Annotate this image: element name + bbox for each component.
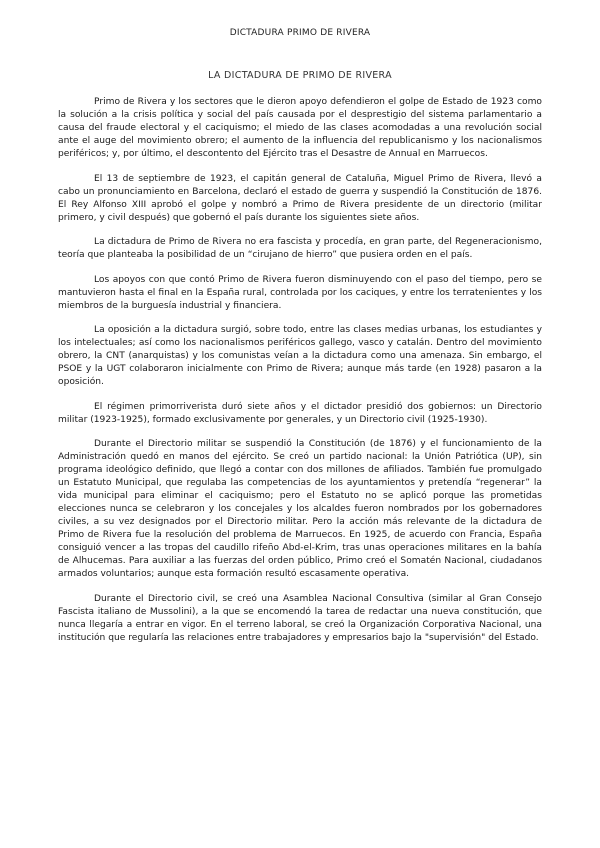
document-body (58, 96, 542, 656)
paragraph-oposicion: La oposición a la dictadura surgió, sobre todo, entre las clases medias urbanas, los estudiantes y los intelectuales; así como los nacionalismos periféricos gallego, vasco y catalán. Dentro del movimiento obrero, la CNT (anarquistas) y los comunistas veían a la dictadura como una amenaza. Sin embargo, el PSOE y la UGT colaboraron inicialmente con Primo de Rivera; aunque más tarde (en 1928) pasaron a la oposición. (58, 325, 542, 387)
paragraph-regeneracionismo: La dictadura de Primo de Rivera no era fascista y procedía, en gran parte, del Regeneracionismo, teoría que planteaba la posibilidad de un “cirujano de hierro” que pusiera orden en el país. (58, 237, 542, 260)
running-header: DICTADURA PRIMO DE RIVERA (229, 28, 371, 38)
paragraph-regimen: El régimen primorriverista duró siete años y el dictador presidió dos gobiernos: un Directorio militar (1923-1925), formado exclusivamente por generales, y un Directorio civil (1925-1930). (58, 401, 542, 425)
paragraph-apoyos: Los apoyos con que contó Primo de Rivera fueron disminuyendo con el paso del tiempo, pero se mantuvieron hasta el final en la España rural, controlada por los caciques, y entre los terratenientes y los miembros de la burguesía industrial y financiera. (58, 274, 542, 311)
paragraph-pronunciamiento: El 13 de septiembre de 1923, el capitán general de Cataluña, Miguel Primo de Rivera, llevó a cabo un pronunciamiento en Barcelona, declaró el estado de guerra y suspendió la Constitución de 1876. El Rey Alfonso XIII aprobó el golpe y nombró a Primo de Rivera presidente de un directorio (militar primero, y civil después) que gobernó el país durante los siguientes siete años. (58, 173, 542, 223)
paragraph-directorio-militar: Durante el Directorio militar se suspendió la Constitución (de 1876) y el funcionamiento de la Administración quedó en manos del ejército. Se creó un partido nacional: la Unión Patriótica (UP), sin programa ideológico definido, que llegó a contar con dos millones de afiliados. También fue promulgado un Estatuto Municipal, que regulaba las competencias de los ayuntamientos y pretendía “regenerar” la vida municipal para eliminar el caciquismo; pero el Estatuto no se aplicó porque las prometidas elecciones nunca se celebraron y los concejales y los alcaldes fueron nombrados por los gobernadores civiles, a su vez designados por el Directorio militar. Pero la acción más relevante de la dictadura de Primo de Rivera fue la resolución del problema de Marruecos. En 1925, de acuerdo con Francia, España consiguió vencer a las tropas del caudillo rifeño Abd-el-Krim, tras unas operaciones militares en la bahía de Alhucemas. Para auxiliar a las fuerzas del orden público, Primo creó el Somatén Nacional, ciudadanos armados voluntarios; aunque esta formación resultó escasamente operativa. (58, 439, 542, 579)
document-title: LA DICTADURA DE PRIMO DE RIVERA (208, 70, 392, 81)
paragraph-directorio-civil: Durante el Directorio civil, se creó una Asamblea Nacional Consultiva (similar al Gran Consejo Fascista italiano de Mussolini), a la que se encomendó la tarea de redactar una nueva constitución, que nunca llegaría a entrar en vigor. En el terreno laboral, se creó la Organización Corporativa Nacional, una institución que regularía las relaciones entre trabajadores y empresarios bajo la "supervisión" del Estado. (58, 593, 542, 643)
paragraph-causes: Primo de Rivera y los sectores que le dieron apoyo defendieron el golpe de Estado de 1923 como la solución a la crisis política y social del país causada por el desprestigio del sistema parlamentario a causa del fraude electoral y el caciquismo; el miedo de las clases acomodadas a una revolución social ante el auge del movimiento obrero; el aumento de la influencia del republicanismo y los nacionalismos periféricos; y, por último, el descontento del Ejército tras el Desastre de Annual en Marruecos. (58, 97, 542, 159)
